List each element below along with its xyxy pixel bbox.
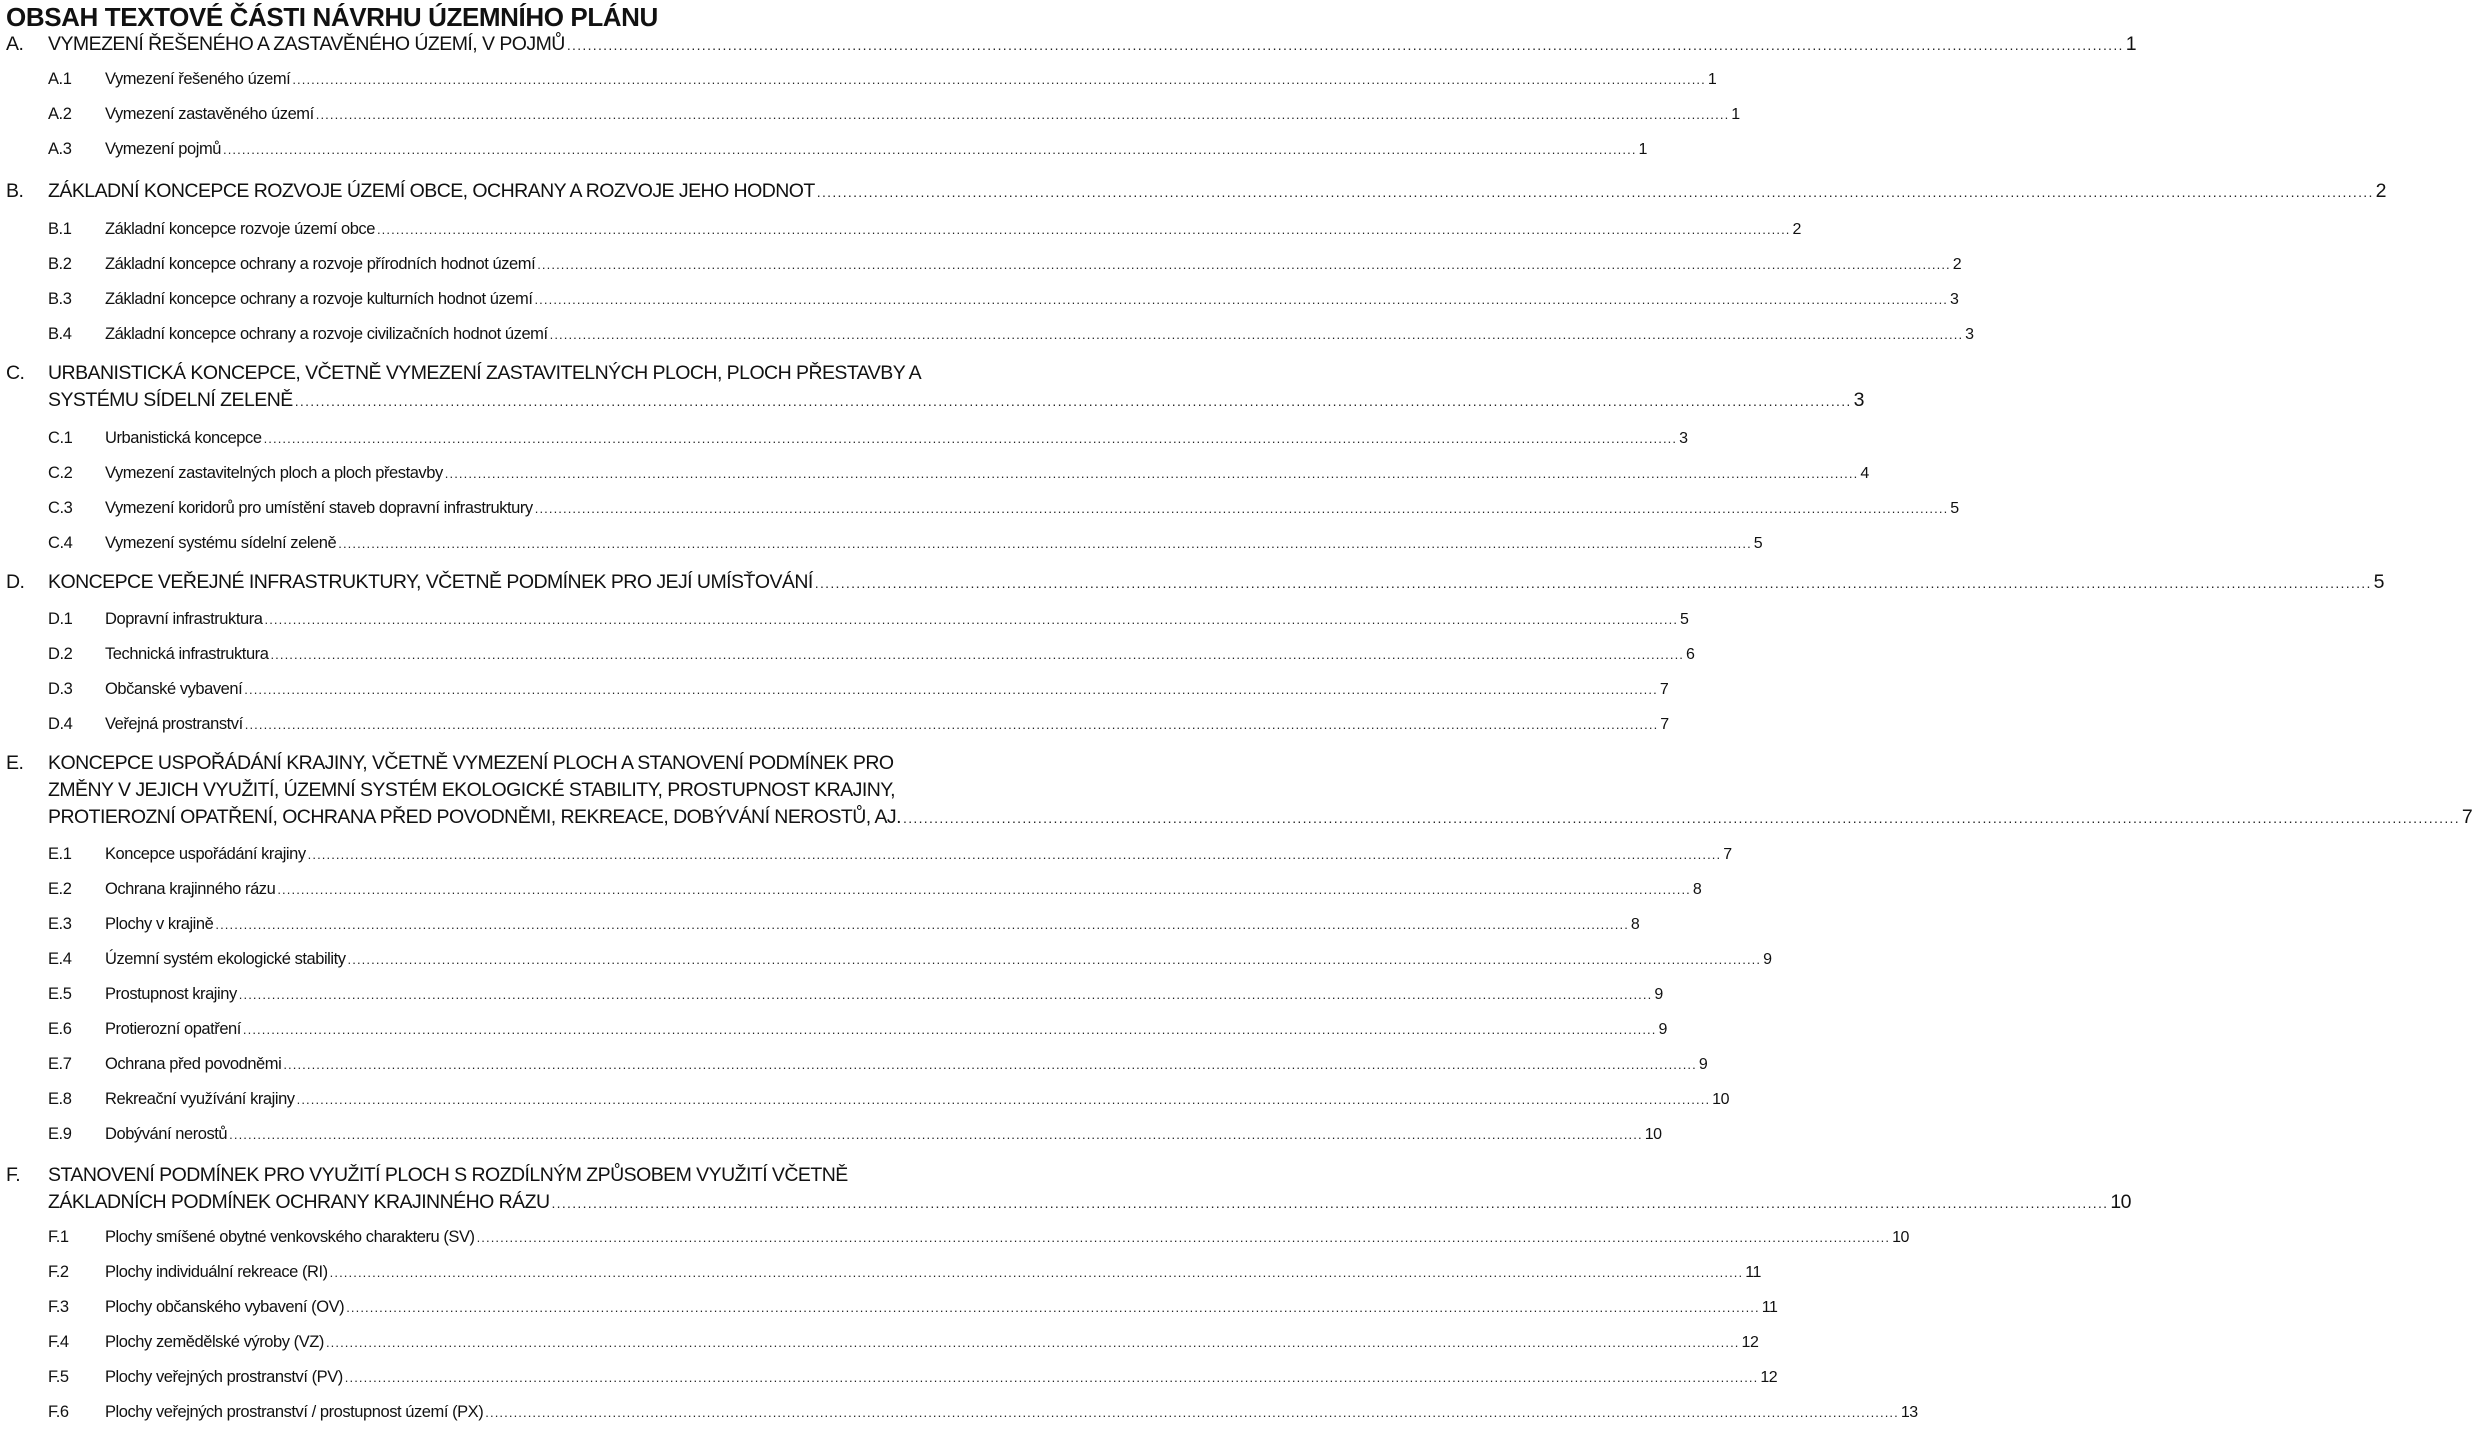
toc-number: F.4 bbox=[48, 1333, 69, 1351]
toc-title: ZÁKLADNÍCH PODMÍNEK OCHRANY KRAJINNÉHO RÁZU bbox=[48, 1191, 550, 1213]
toc-title: Technická infrastruktura bbox=[105, 645, 269, 663]
toc-number: D.4 bbox=[48, 715, 73, 733]
dot-leader: ............................................................................................................................................................................................................................................................................................................ bbox=[344, 1370, 1759, 1385]
dot-leader: ............................................................................................................................................................................................................................................................................................................ bbox=[534, 501, 1949, 516]
toc-title-line: KONCEPCE USPOŘÁDÁNÍ KRAJINY, VČETNĚ VYMEZENÍ PLOCH A STANOVENÍ PODMÍNEK PRO bbox=[48, 752, 894, 774]
toc-title: Plochy občanského vybavení (OV) bbox=[105, 1298, 345, 1316]
dot-leader: ............................................................................................................................................................................................................................................................................................................ bbox=[264, 612, 1679, 627]
toc-title: VYMEZENÍ ŘEŠENÉHO A ZASTAVĚNÉHO ÚZEMÍ, V POJMŮ bbox=[48, 33, 565, 55]
toc-number: F.3 bbox=[48, 1298, 69, 1316]
toc-page-number: 1 bbox=[2125, 33, 2137, 55]
toc-title: Protierozní opatření bbox=[105, 1020, 241, 1038]
toc-page-number: 3 bbox=[1950, 291, 1959, 308]
toc-number: F.6 bbox=[48, 1403, 69, 1421]
toc-number: D.3 bbox=[48, 680, 73, 698]
toc-page-number: 8 bbox=[1692, 881, 1702, 898]
toc-title: Rekreační využívání krajiny bbox=[105, 1090, 295, 1108]
document-title: OBSAH TEXTOVÉ ČÁSTI NÁVRHU ÚZEMNÍHO PLÁNU bbox=[6, 2, 658, 32]
toc-number: E. bbox=[6, 752, 24, 774]
toc-title: Základní koncepce rozvoje území obce bbox=[105, 220, 375, 238]
toc-number: B.2 bbox=[48, 255, 72, 273]
toc-title-line: ZMĚNY V JEJICH VYUŽITÍ, ÚZEMNÍ SYSTÉM EKOLOGICKÉ STABILITY, PROSTUPNOST KRAJINY, bbox=[48, 779, 896, 801]
dot-leader: ............................................................................................................................................................................................................................................................................................................ bbox=[325, 1335, 1740, 1350]
toc-page-number: 3 bbox=[1965, 326, 1974, 343]
dot-leader: ............................................................................................................................................................................................................................................................................................................ bbox=[816, 184, 2374, 200]
toc-page-number: 10 bbox=[1892, 1229, 1910, 1246]
toc-page-number: 10 bbox=[2110, 1191, 2131, 1213]
toc-title: Dobývání nerostů bbox=[105, 1125, 228, 1143]
toc-number: E.5 bbox=[48, 985, 72, 1003]
toc-page-number: 13 bbox=[1900, 1404, 1918, 1421]
toc-page-number: 4 bbox=[1860, 465, 1869, 482]
toc-number: E.4 bbox=[48, 950, 72, 968]
dot-leader: ............................................................................................................................................................................................................................................................................................................ bbox=[549, 327, 1964, 342]
toc-title: Veřejná prostranství bbox=[105, 715, 243, 733]
dot-leader: ............................................................................................................................................................................................................................................................................................................ bbox=[347, 952, 1762, 967]
dot-leader: ............................................................................................................................................................................................................................................................................................................ bbox=[551, 1195, 2109, 1211]
dot-leader: ............................................................................................................................................................................................................................................................................................................ bbox=[903, 810, 2460, 826]
toc-title: ZÁKLADNÍ KONCEPCE ROZVOJE ÚZEMÍ OBCE, OCHRANY A ROZVOJE JEHO HODNOT bbox=[48, 180, 815, 202]
toc-number: B.4 bbox=[48, 325, 72, 343]
dot-leader: ............................................................................................................................................................................................................................................................................................................ bbox=[292, 72, 1706, 87]
toc-title: Vymezení řešeného území bbox=[105, 70, 291, 88]
toc-number: E.2 bbox=[48, 880, 72, 898]
toc-number: F. bbox=[6, 1164, 21, 1186]
toc-number: A.3 bbox=[48, 140, 72, 158]
dot-leader: ............................................................................................................................................................................................................................................................................................................ bbox=[346, 1300, 1760, 1315]
toc-page-number: 2 bbox=[1792, 221, 1801, 238]
toc-page-number: 3 bbox=[1679, 430, 1688, 447]
dot-leader: ............................................................................................................................................................................................................................................................................................................ bbox=[263, 431, 1678, 446]
toc-number: D. bbox=[6, 571, 25, 593]
toc-number: E.8 bbox=[48, 1090, 72, 1108]
toc-page-number: 6 bbox=[1686, 646, 1695, 663]
toc-number: B.3 bbox=[48, 290, 72, 308]
toc-page-number: 2 bbox=[1952, 256, 1962, 273]
toc-page-number: 5 bbox=[1950, 500, 1959, 517]
toc-title-line: URBANISTICKÁ KONCEPCE, VČETNĚ VYMEZENÍ ZASTAVITELNÝCH PLOCH, PLOCH PŘESTAVBY A bbox=[48, 362, 922, 384]
toc-number: C.2 bbox=[48, 464, 73, 482]
toc-page-number: 7 bbox=[1723, 846, 1732, 863]
toc-number: A.2 bbox=[48, 105, 72, 123]
dot-leader: ............................................................................................................................................................................................................................................................................................................ bbox=[229, 1127, 1643, 1142]
dot-leader: ............................................................................................................................................................................................................................................................................................................ bbox=[444, 466, 1859, 481]
toc-page-number: 5 bbox=[1680, 611, 1689, 628]
dot-leader: ............................................................................................................................................................................................................................................................................................................ bbox=[296, 1092, 1711, 1107]
dot-leader: ............................................................................................................................................................................................................................................................................................................ bbox=[338, 536, 1752, 551]
toc-page-number: 1 bbox=[1707, 71, 1717, 88]
toc-page-number: 9 bbox=[1763, 951, 1772, 968]
toc-page-number: 9 bbox=[1698, 1056, 1708, 1073]
toc-title: Urbanistická koncepce bbox=[105, 429, 262, 447]
toc-page-number: 1 bbox=[1638, 141, 1647, 158]
toc-number: D.2 bbox=[48, 645, 73, 663]
toc-page-number: 12 bbox=[1760, 1369, 1778, 1386]
toc-page-number: 10 bbox=[1644, 1126, 1662, 1143]
toc-page-number: 9 bbox=[1654, 986, 1663, 1003]
toc-title: Plochy v krajině bbox=[105, 915, 214, 933]
toc-page-number: 3 bbox=[1853, 389, 1864, 411]
toc-title: KONCEPCE VEŘEJNÉ INFRASTRUKTURY, VČETNĚ PODMÍNEK PRO JEJÍ UMÍSŤOVÁNÍ bbox=[48, 571, 813, 593]
toc-number: A. bbox=[6, 33, 24, 55]
dot-leader: ............................................................................................................................................................................................................................................................................................................ bbox=[222, 142, 1637, 157]
dot-leader: ............................................................................................................................................................................................................................................................................................................ bbox=[814, 575, 2372, 591]
toc-number: B. bbox=[6, 180, 24, 202]
toc-title: Základní koncepce ochrany a rozvoje civilizačních hodnot území bbox=[105, 325, 548, 343]
toc-title: Plochy veřejných prostranství (PV) bbox=[105, 1368, 343, 1386]
toc-number: F.5 bbox=[48, 1368, 69, 1386]
dot-leader: ............................................................................................................................................................................................................................................................................................................ bbox=[485, 1405, 1899, 1420]
dot-leader: ............................................................................................................................................................................................................................................................................................................ bbox=[277, 882, 1691, 897]
toc-page-number: 9 bbox=[1658, 1021, 1667, 1038]
dot-leader: ............................................................................................................................................................................................................................................................................................................ bbox=[283, 1057, 1697, 1072]
toc-page-number: 5 bbox=[2373, 571, 2384, 593]
toc-number: C.3 bbox=[48, 499, 73, 517]
toc-title: Základní koncepce ochrany a rozvoje kulturních hodnot území bbox=[105, 290, 533, 308]
toc-page-number: 7 bbox=[1660, 716, 1669, 733]
dot-leader: ............................................................................................................................................................................................................................................................................................................ bbox=[537, 257, 1951, 272]
toc-title: PROTIEROZNÍ OPATŘENÍ, OCHRANA PŘED POVODNĚMI, REKREACE, DOBÝVÁNÍ NEROSTŮ, AJ. bbox=[48, 806, 901, 828]
toc-title: Koncepce uspořádání krajiny bbox=[105, 845, 306, 863]
toc-title: Ochrana před povodněmi bbox=[105, 1055, 282, 1073]
toc-number: B.1 bbox=[48, 220, 72, 238]
toc-page-number: 11 bbox=[1761, 1299, 1778, 1316]
dot-leader: ............................................................................................................................................................................................................................................................................................................ bbox=[242, 1022, 1657, 1037]
toc-number: E.3 bbox=[48, 915, 72, 933]
toc-title: Prostupnost krajiny bbox=[105, 985, 237, 1003]
toc-number: C.4 bbox=[48, 534, 73, 552]
dot-leader: ............................................................................................................................................................................................................................................................................................................ bbox=[307, 847, 1722, 862]
toc-title: Vymezení pojmů bbox=[105, 140, 221, 158]
toc-title: Vymezení zastavěného území bbox=[105, 105, 314, 123]
toc-title: Územní systém ekologické stability bbox=[105, 950, 346, 968]
toc-page-number: 12 bbox=[1741, 1334, 1759, 1351]
toc-number: C.1 bbox=[48, 429, 73, 447]
toc-number: F.1 bbox=[48, 1228, 69, 1246]
toc-page-number: 2 bbox=[2375, 180, 2386, 202]
dot-leader: ............................................................................................................................................................................................................................................................................................................ bbox=[476, 1230, 1891, 1245]
toc-title: Plochy veřejných prostranství / prostupnost území (PX) bbox=[105, 1403, 484, 1421]
dot-leader: ............................................................................................................................................................................................................................................................................................................ bbox=[376, 222, 1791, 237]
dot-leader: ............................................................................................................................................................................................................................................................................................................ bbox=[244, 682, 1658, 697]
toc-number: E.9 bbox=[48, 1125, 72, 1143]
toc-page-number: 11 bbox=[1745, 1264, 1761, 1281]
dot-leader: ............................................................................................................................................................................................................................................................................................................ bbox=[534, 292, 1949, 307]
toc-title: Vymezení koridorů pro umístění staveb dopravní infrastruktury bbox=[105, 499, 533, 517]
toc-title: Ochrana krajinného rázu bbox=[105, 880, 276, 898]
toc-number: E.6 bbox=[48, 1020, 72, 1038]
dot-leader: ............................................................................................................................................................................................................................................................................................................ bbox=[294, 393, 1852, 409]
toc-title: Dopravní infrastruktura bbox=[105, 610, 263, 628]
toc-number: F.2 bbox=[48, 1263, 69, 1281]
toc-title: Plochy individuální rekreace (RI) bbox=[105, 1263, 328, 1281]
toc-number: E.1 bbox=[48, 845, 72, 863]
toc-title: Plochy smíšené obytné venkovského charakteru (SV) bbox=[105, 1228, 475, 1246]
toc-number: D.1 bbox=[48, 610, 73, 628]
toc-page-number: 7 bbox=[2461, 806, 2472, 828]
toc-page-number: 7 bbox=[1659, 681, 1669, 698]
toc-page-number: 1 bbox=[1731, 106, 1740, 123]
dot-leader: ............................................................................................................................................................................................................................................................................................................ bbox=[270, 647, 1684, 662]
dot-leader: ............................................................................................................................................................................................................................................................................................................ bbox=[329, 1265, 1744, 1280]
dot-leader: ............................................................................................................................................................................................................................................................................................................ bbox=[244, 717, 1659, 732]
toc-number: A.1 bbox=[48, 70, 72, 88]
toc-title: Občanské vybavení bbox=[105, 680, 243, 698]
dot-leader: ............................................................................................................................................................................................................................................................................................................ bbox=[215, 917, 1629, 932]
toc-title: Vymezení systému sídelní zeleně bbox=[105, 534, 337, 552]
dot-leader: ............................................................................................................................................................................................................................................................................................................ bbox=[315, 107, 1730, 122]
toc-title-line: STANOVENÍ PODMÍNEK PRO VYUŽITÍ PLOCH S ROZDÍLNÝM ZPŮSOBEM VYUŽITÍ VČETNĚ bbox=[48, 1164, 848, 1186]
dot-leader: ............................................................................................................................................................................................................................................................................................................ bbox=[238, 987, 1653, 1002]
dot-leader: ............................................................................................................................................................................................................................................................................................................ bbox=[566, 37, 2124, 53]
toc-title: Plochy zemědělské výroby (VZ) bbox=[105, 1333, 324, 1351]
toc-title: Vymezení zastavitelných ploch a ploch přestavby bbox=[105, 464, 443, 482]
toc-number: C. bbox=[6, 362, 25, 384]
toc-number: E.7 bbox=[48, 1055, 72, 1073]
toc-title: SYSTÉMU SÍDELNÍ ZELENĚ bbox=[48, 389, 293, 411]
toc-page-number: 8 bbox=[1630, 916, 1640, 933]
toc-page-number: 10 bbox=[1712, 1091, 1730, 1108]
toc-page-number: 5 bbox=[1753, 535, 1763, 552]
toc-title: Základní koncepce ochrany a rozvoje přírodních hodnot území bbox=[105, 255, 536, 273]
